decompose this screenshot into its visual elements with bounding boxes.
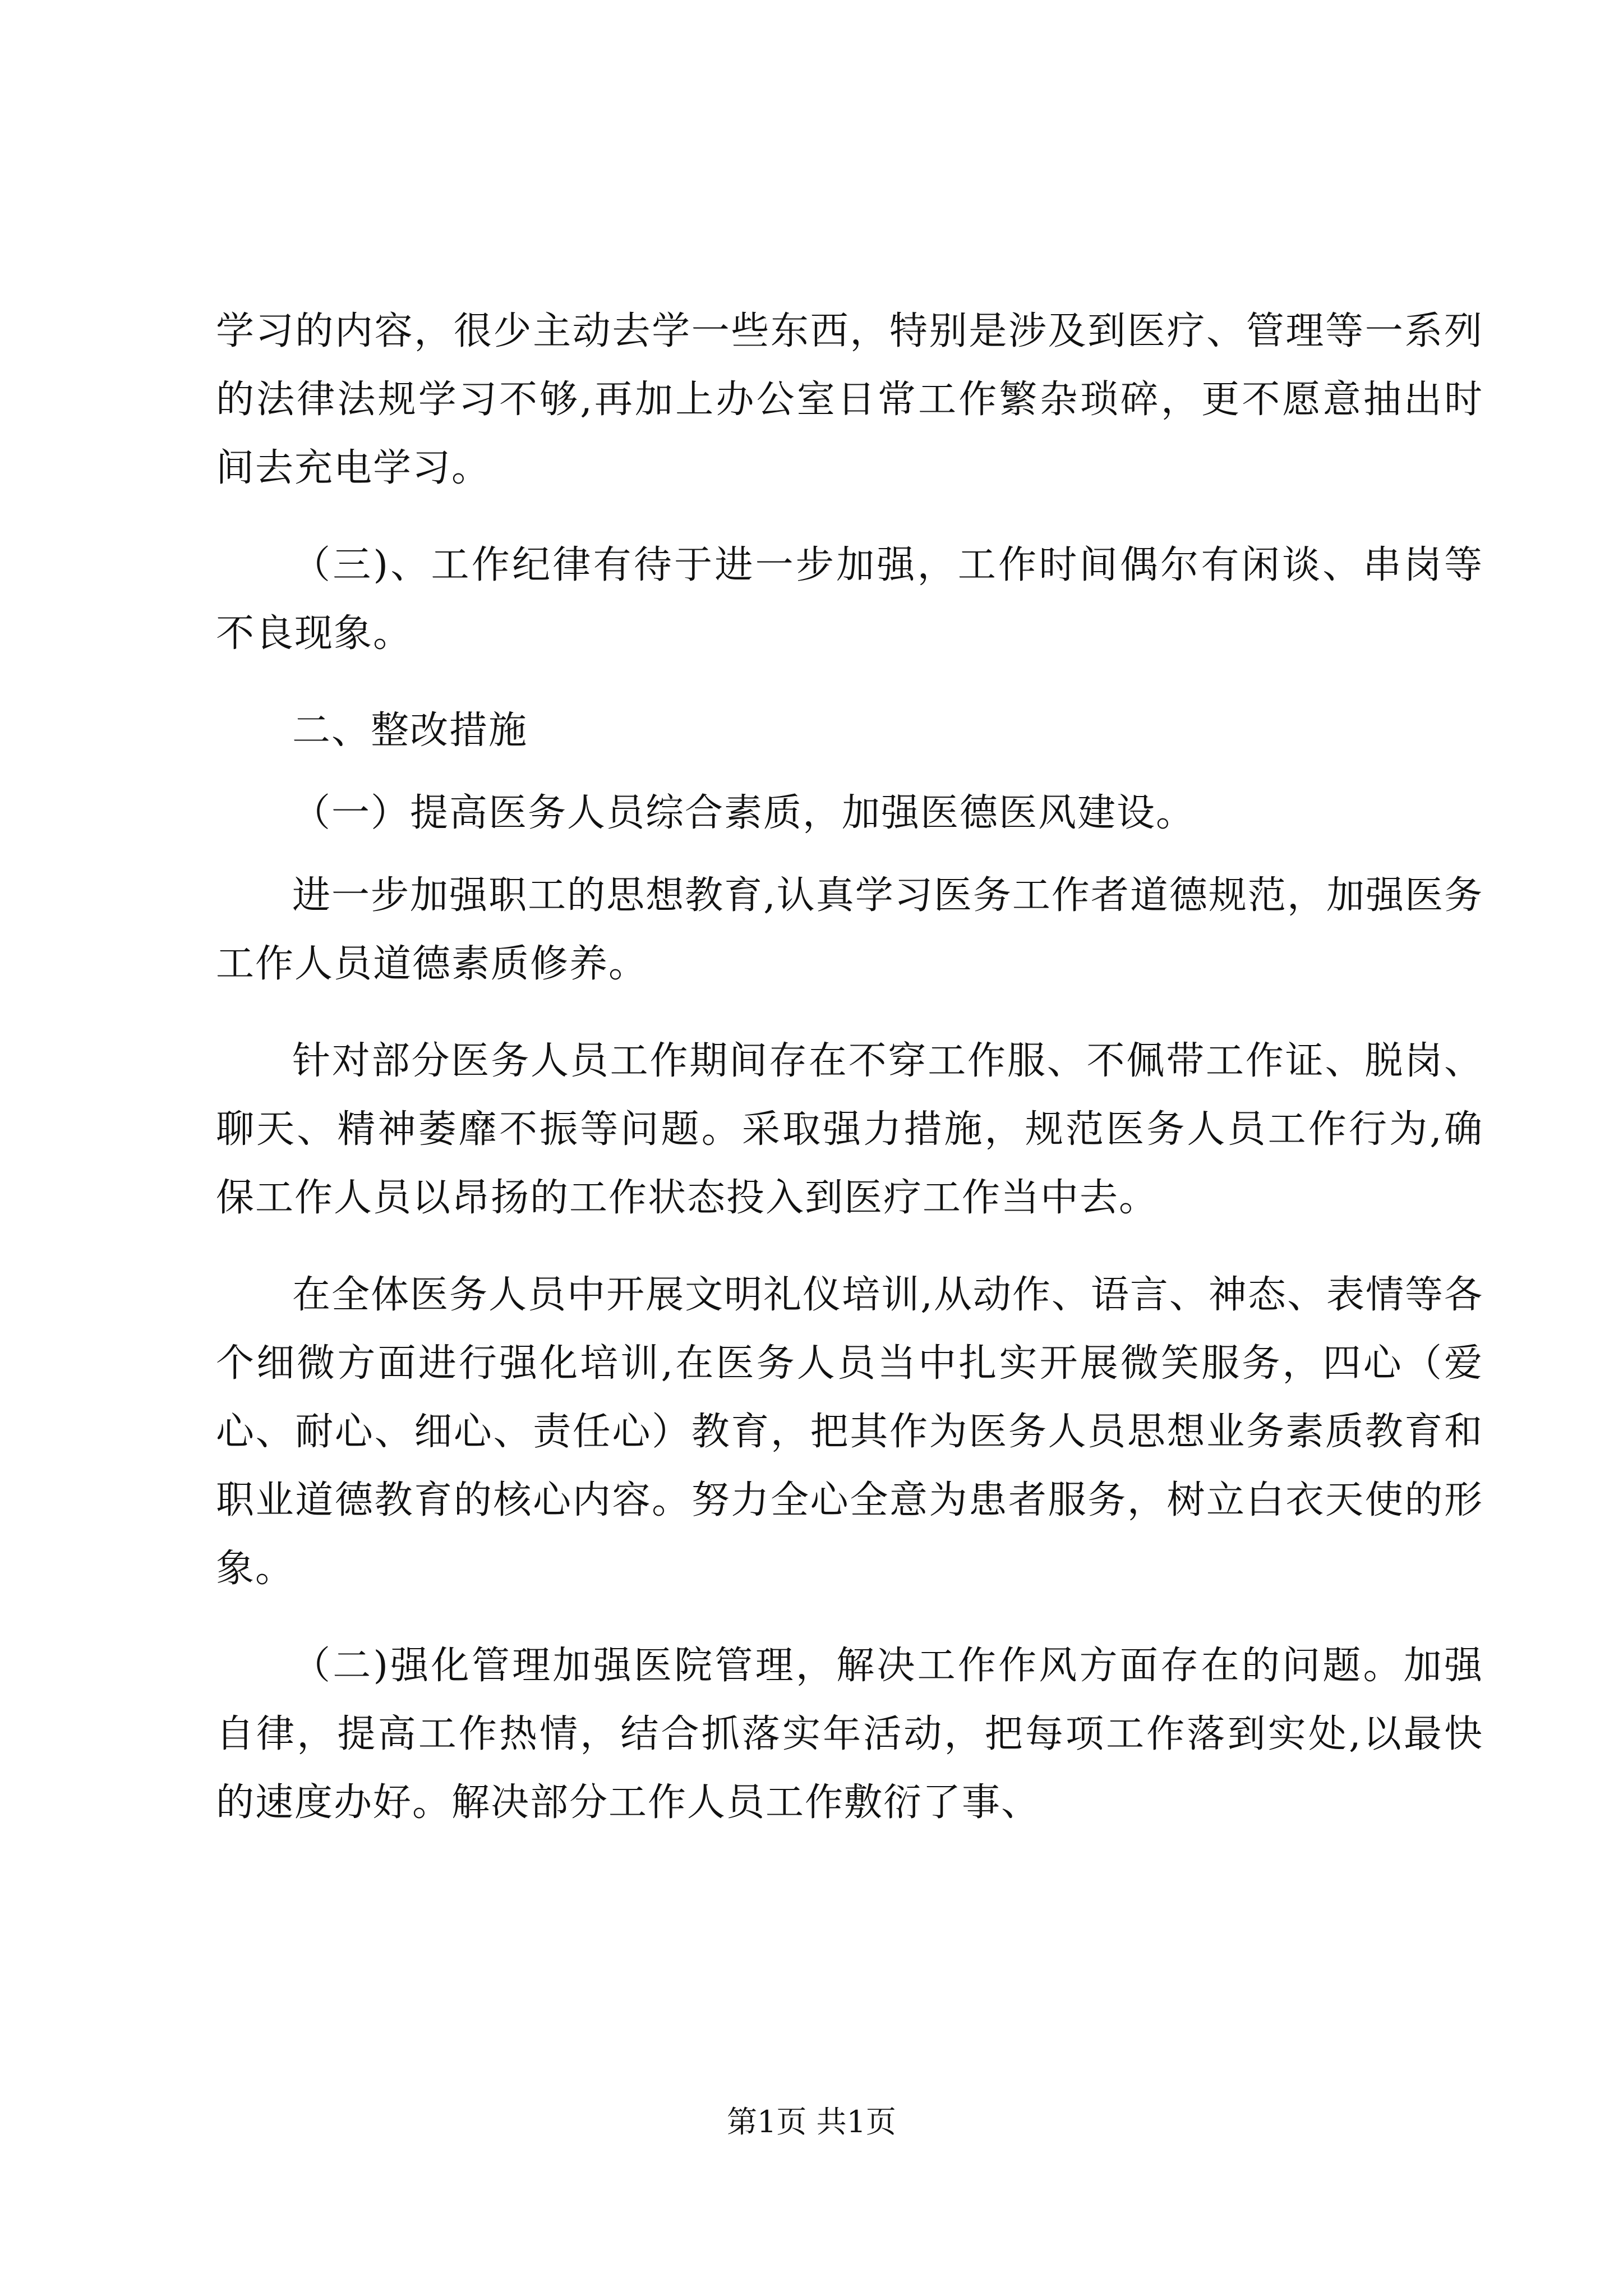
paragraph-etiquette-training: 在全体医务人员中开展文明礼仪培训,从动作、语言、神态、表情等各个细微方面进行强化培训,在医务人员当中扎实开展微笑服务，四心（爱心、耐心、细心、责任心）教育，把其作为医务人员思想业务素质教育和职业道德教育的核心内容。努力全心全意为患者服务，树立白衣天使的形象。 xyxy=(216,1273,1483,1591)
paragraph-ethics-education: 进一步加强职工的思想教育,认真学习医务工作者道德规范，加强医务工作人员道德素质修养。 xyxy=(216,873,1483,986)
paragraph-management: （二)强化管理加强医院管理，解决工作作风方面存在的问题。加强自律，提高工作热情，结合抓落实年活动，把每项工作落到实处,以最快的速度办好。解决部分工作人员工作敷衍了事、 xyxy=(216,1644,1483,1825)
paragraph-conduct-measures: 针对部分医务人员工作期间存在不穿工作服、不佩带工作证、脱岗、聊天、精神萎靡不振等问题。采取强力措施，规范医务人员工作行为,确保工作人员以昂扬的工作状态投入到医疗工作当中去。 xyxy=(216,1039,1483,1220)
document-body xyxy=(216,297,1483,1866)
subheading-quality: （一）提高医务人员综合素质，加强医德医风建设。 xyxy=(292,791,1196,835)
page-footer: 第1页 共1页 xyxy=(727,2104,896,2139)
section-heading-rectification: 二、整改措施 xyxy=(292,708,528,753)
paragraph-continuation: 学习的内容，很少主动去学一些东西，特别是涉及到医疗、管理等一系列的法律法规学习不够,再加上办公室日常工作繁杂琐碎，更不愿意抽出时间去充电学习。 xyxy=(216,309,1483,490)
paragraph-discipline: （三)、工作纪律有待于进一步加强，工作时间偶尔有闲谈、串岗等不良现象。 xyxy=(216,543,1483,656)
